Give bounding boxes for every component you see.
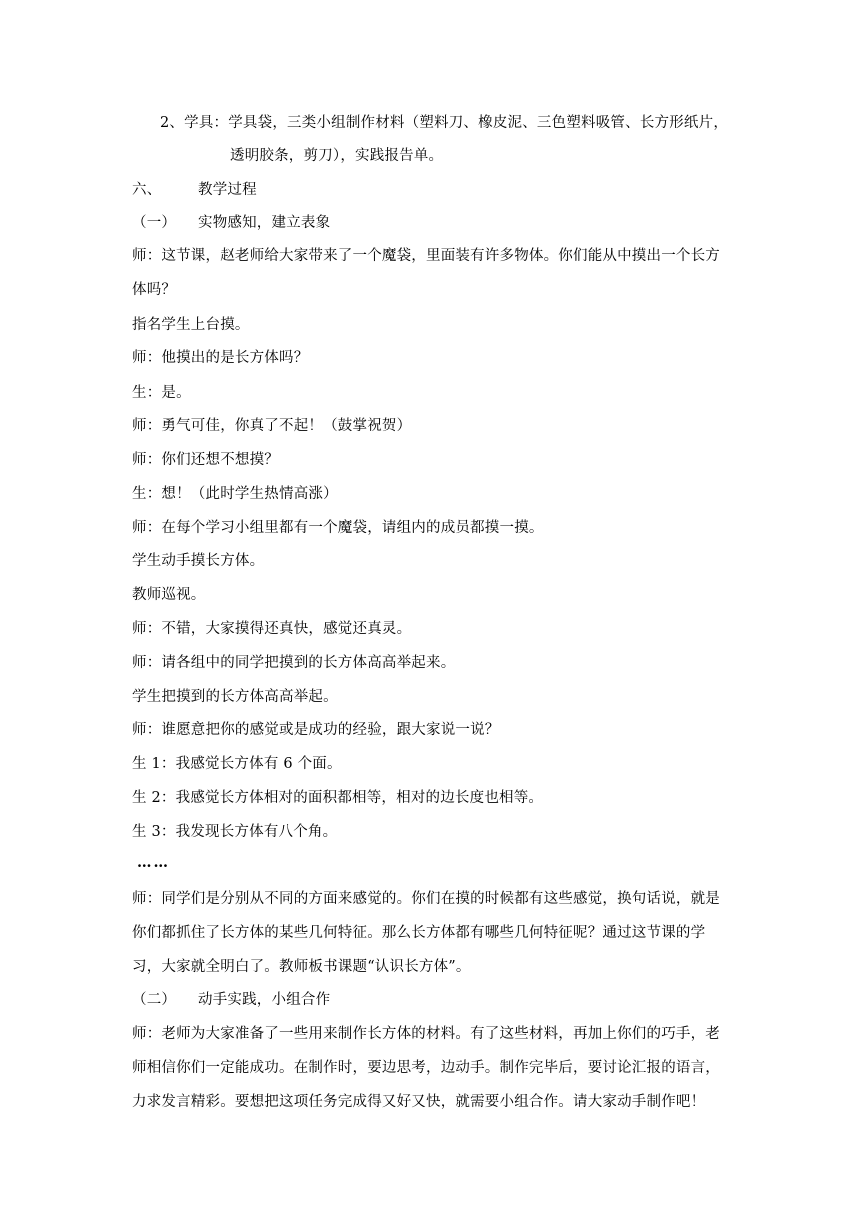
paragraph-line: 生 2：我感觉长方体相对的面积都相等，相对的边长度也相等。 — [132, 790, 544, 806]
paragraph-line: 师：老师为大家准备了一些用来制作长方体的材料。有了这些材料，再加上你们的巧手，老 — [132, 1026, 720, 1042]
paragraph-line: 师：谁愿意把你的感觉或是成功的经验，跟大家说一说？ — [132, 722, 500, 738]
paragraph-line: 师：不错，大家摸得还真快，感觉还真灵。 — [132, 621, 412, 637]
paragraph-line: 习，大家就全明白了。教师板书课题“认识长方体”。 — [132, 959, 471, 975]
paragraph-line: 生：想！（此时学生热情高涨） — [132, 486, 338, 502]
paragraph-line: 师：他摸出的是长方体吗？ — [132, 350, 309, 366]
paragraph-line: 力求发言精彩。要想把这项任务完成得又好又快，就需要小组合作。请大家动手制作吧！ — [132, 1094, 706, 1110]
paragraph-line: 师：在每个学习小组里都有一个魔袋，请组内的成员都摸一摸。 — [132, 520, 544, 536]
section-number: 六、 — [132, 182, 162, 198]
paragraph-line: 学生动手摸长方体。 — [132, 553, 265, 569]
subsection-number: （一） — [132, 215, 177, 231]
paragraph-line: 教师巡视。 — [132, 587, 206, 603]
paragraph-line: 师：你们还想不想摸？ — [132, 452, 279, 468]
paragraph-line: 生 3：我发现长方体有八个角。 — [132, 824, 338, 840]
subsection-heading — [132, 990, 742, 1010]
paragraph-line: 师：勇气可佳，你真了不起！（鼓掌祝贺） — [132, 418, 412, 434]
paragraph-line: 生：是。 — [132, 385, 191, 401]
teaching-tools-continuation: 透明胶条，剪刀），实践报告单。 — [230, 148, 444, 164]
section-heading — [132, 180, 742, 200]
paragraph-line: 体吗？ — [132, 282, 177, 298]
subsection-number: （二） — [132, 992, 177, 1008]
paragraph-line: 学生把摸到的长方体高高举起。 — [132, 689, 338, 705]
ellipsis-line: …… — [137, 854, 170, 871]
paragraph-line: 你们都抓住了长方体的某些几何特征。那么长方体都有哪些几何特征呢？通过这节课的学 — [132, 925, 706, 941]
paragraph-line: 师：同学们是分别从不同的方面来感觉的。你们在摸的时候都有这些感觉，换句话说，就是 — [132, 891, 720, 907]
paragraph-line: 师相信你们一定能成功。在制作时，要边思考，边动手。制作完毕后，要讨论汇报的语言， — [132, 1060, 720, 1076]
teaching-tools-line: 2、学具：学具袋，三类小组制作材料（塑料刀、橡皮泥、三色塑料吸管、长方形纸片， — [160, 115, 729, 131]
subsection-heading — [132, 213, 742, 233]
section-title: 教学过程 — [198, 182, 257, 198]
paragraph-line: 生 1：我感觉长方体有 6 个面。 — [132, 756, 342, 772]
subsection-title: 动手实践，小组合作 — [198, 992, 331, 1008]
paragraph-line: 师：请各组中的同学把摸到的长方体高高举起来。 — [132, 655, 456, 671]
paragraph-line: 指名学生上台摸。 — [132, 317, 250, 333]
paragraph-line: 师：这节课，赵老师给大家带来了一个魔袋，里面装有许多物体。你们能从中摸出一个长方 — [132, 248, 720, 264]
subsection-title: 实物感知，建立表象 — [198, 215, 331, 231]
